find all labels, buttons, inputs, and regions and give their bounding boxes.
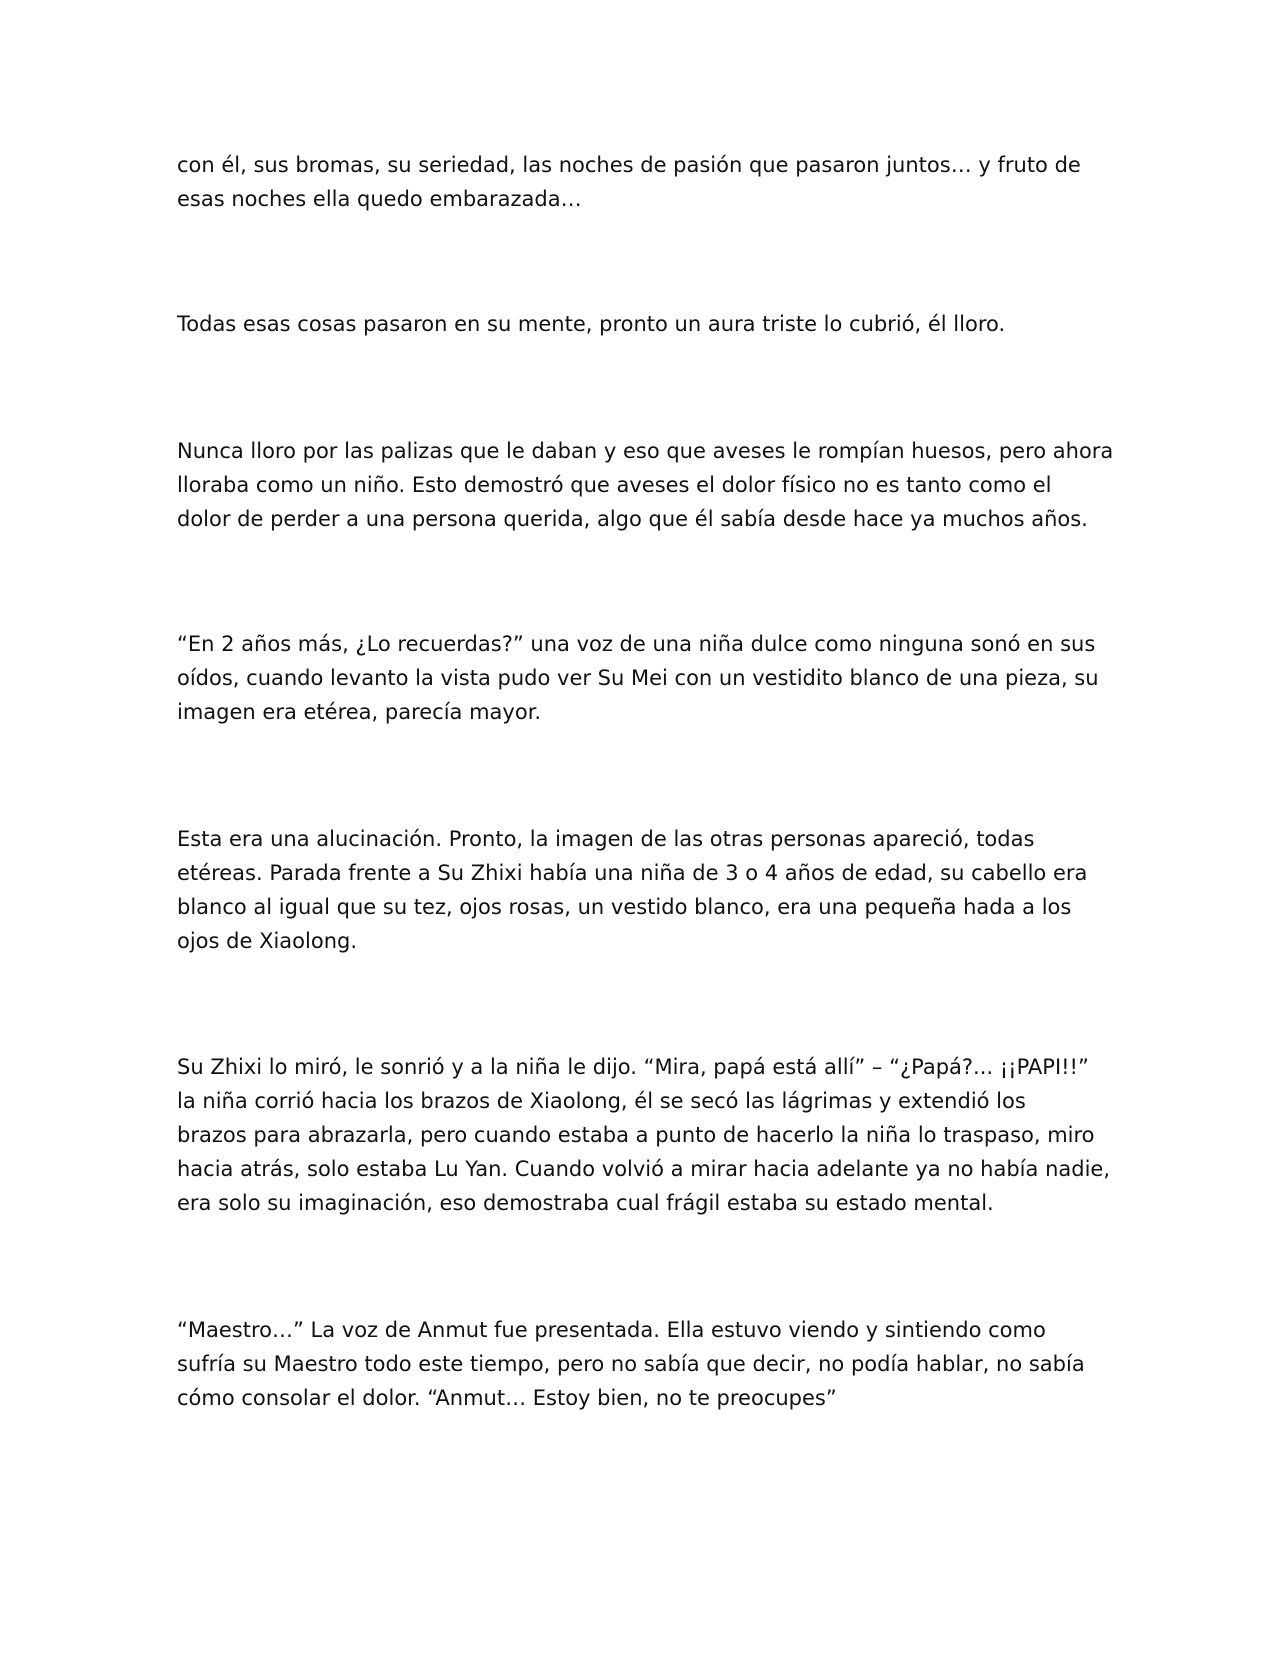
paragraph-7-line-3: cómo consolar el dolor. “Anmut… Estoy bien, no te preocupes” (177, 1386, 837, 1410)
paragraph-1-line-1: con él, sus bromas, su seriedad, las noches de pasión que pasaron juntos… y fruto de (177, 153, 1081, 177)
paragraph-7-line-2: sufría su Maestro todo este tiempo, pero no sabía que decir, no podía hablar, no sabía (177, 1352, 1085, 1376)
paragraph-6-line-2: la niña corrió hacia los brazos de Xiaolong, él se secó las lágrimas y extendió los (177, 1089, 1026, 1113)
paragraph-6-line-5: era solo su imaginación, eso demostraba cual frágil estaba su estado mental. (177, 1191, 994, 1215)
paragraph-4-line-1: “En 2 años más, ¿Lo recuerdas?” una voz de una niña dulce como ninguna sonó en sus (177, 632, 1096, 656)
paragraph-5-line-3: blanco al igual que su tez, ojos rosas, un vestido blanco, era una pequeña hada a los (177, 895, 1072, 919)
paragraph-5-line-4: ojos de Xiaolong. (177, 929, 358, 953)
paragraph-1-line-2: esas noches ella quedo embarazada… (177, 187, 582, 211)
paragraph-4-line-2: oídos, cuando levanto la vista pudo ver Su Mei con un vestidito blanco de una pieza, su (177, 666, 1099, 690)
paragraph-3-line-3: dolor de perder a una persona querida, algo que él sabía desde hace ya muchos años. (177, 507, 1088, 531)
paragraph-6-line-1: Su Zhixi lo miró, le sonrió y a la niña le dijo. “Mira, papá está allí” – “¿Papá?... ¡¡PAPI!!” (177, 1055, 1089, 1079)
paragraph-3-line-2: lloraba como un niño. Esto demostró que aveses el dolor físico no es tanto como el (177, 473, 1052, 497)
paragraph-4-line-3: imagen era etérea, parecía mayor. (177, 700, 542, 724)
paragraph-6-line-3: brazos para abrazarla, pero cuando estaba a punto de hacerlo la niña lo traspaso, miro (177, 1123, 1095, 1147)
paragraph-3-line-1: Nunca lloro por las palizas que le daban y eso que aveses le rompían huesos, pero ahora (177, 439, 1114, 463)
paragraph-5-line-1: Esta era una alucinación. Pronto, la imagen de las otras personas apareció, todas (177, 827, 1035, 851)
paragraph-5-line-2: etéreas. Parada frente a Su Zhixi había una niña de 3 o 4 años de edad, su cabello era (177, 861, 1088, 885)
paragraph-7-line-1: “Maestro…” La voz de Anmut fue presentada. Ella estuvo viendo y sintiendo como (177, 1318, 1046, 1342)
paragraph-2-line-1: Todas esas cosas pasaron en su mente, pronto un aura triste lo cubrió, él lloro. (177, 312, 1006, 336)
paragraph-6-line-4: hacia atrás, solo estaba Lu Yan. Cuando volvió a mirar hacia adelante ya no había nadie, (177, 1157, 1111, 1181)
